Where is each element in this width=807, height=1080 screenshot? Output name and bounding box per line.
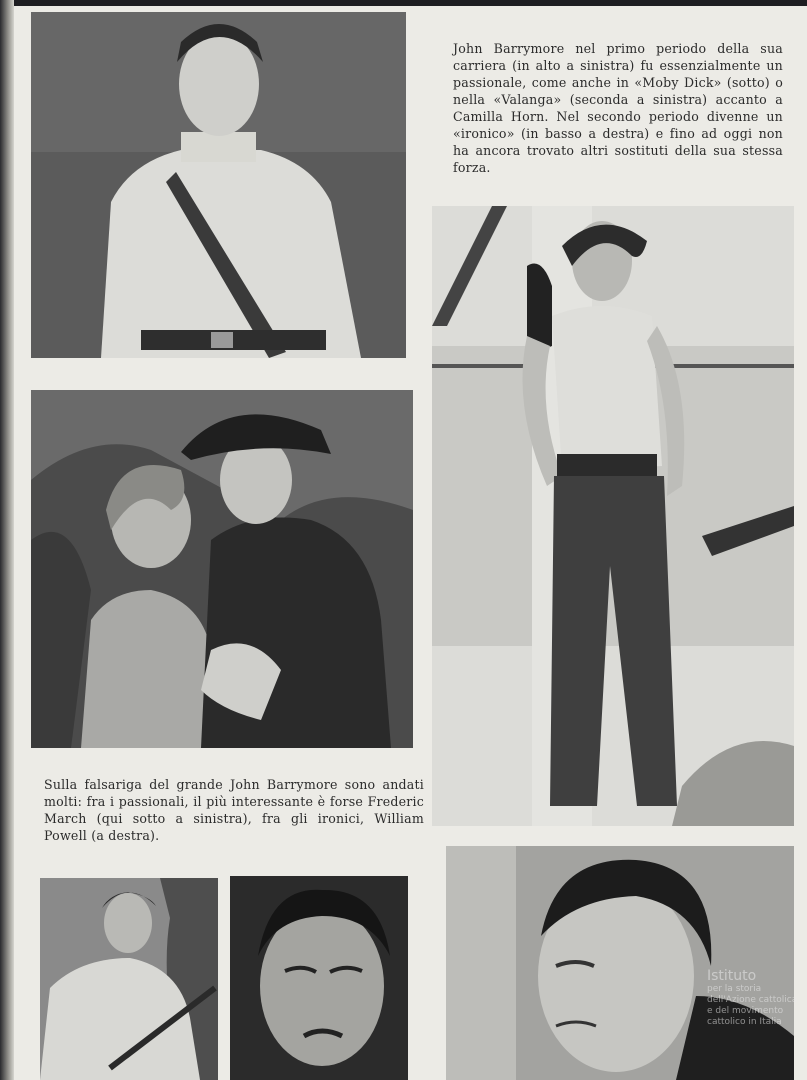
photo-barrymore-moby-dick — [432, 206, 794, 826]
caption-middle-text: Sulla falsariga del grande John Barrymore sono andati molti: fra i passionali, il più interessante è forse Frederic March (qui sotto a sinistra), fra gli ironici, William Powell (a destra). — [44, 777, 424, 843]
magazine-page — [14, 6, 807, 1080]
watermark-line-5: cattolico in Italia — [707, 1017, 782, 1027]
archive-watermark — [707, 968, 807, 1028]
photo-william-powell — [230, 876, 408, 1080]
book-spine-shadow — [0, 0, 14, 1080]
photo-frederic-march — [40, 878, 218, 1080]
watermark-line-3: dell'Azione cattolica — [707, 995, 798, 1005]
photo-barrymore-camilla-horn — [31, 390, 413, 748]
watermark-line-4: e del movimento — [707, 1006, 784, 1016]
caption-top-text: John Barrymore nel primo periodo della sua carriera (in alto a sinistra) fu essenzialmente un passionale, come anche in «Moby Dick» (sotto) o nella «Valanga» (seconda a sinistra) accanto a Camilla Horn. Nel secondo periodo divenne un «ironico» (in basso a destra) e fino ad oggi non ha ancora trovato altri sostituti della sua stessa forza. — [453, 41, 783, 175]
photo-barrymore-ironic-period — [446, 846, 794, 1080]
caption-top-right — [453, 40, 783, 176]
watermark-line-2: per la storia — [707, 984, 762, 994]
caption-middle-left — [44, 776, 424, 844]
photo-barrymore-uniform — [31, 12, 406, 358]
watermark-line-1: Istituto — [707, 968, 757, 984]
